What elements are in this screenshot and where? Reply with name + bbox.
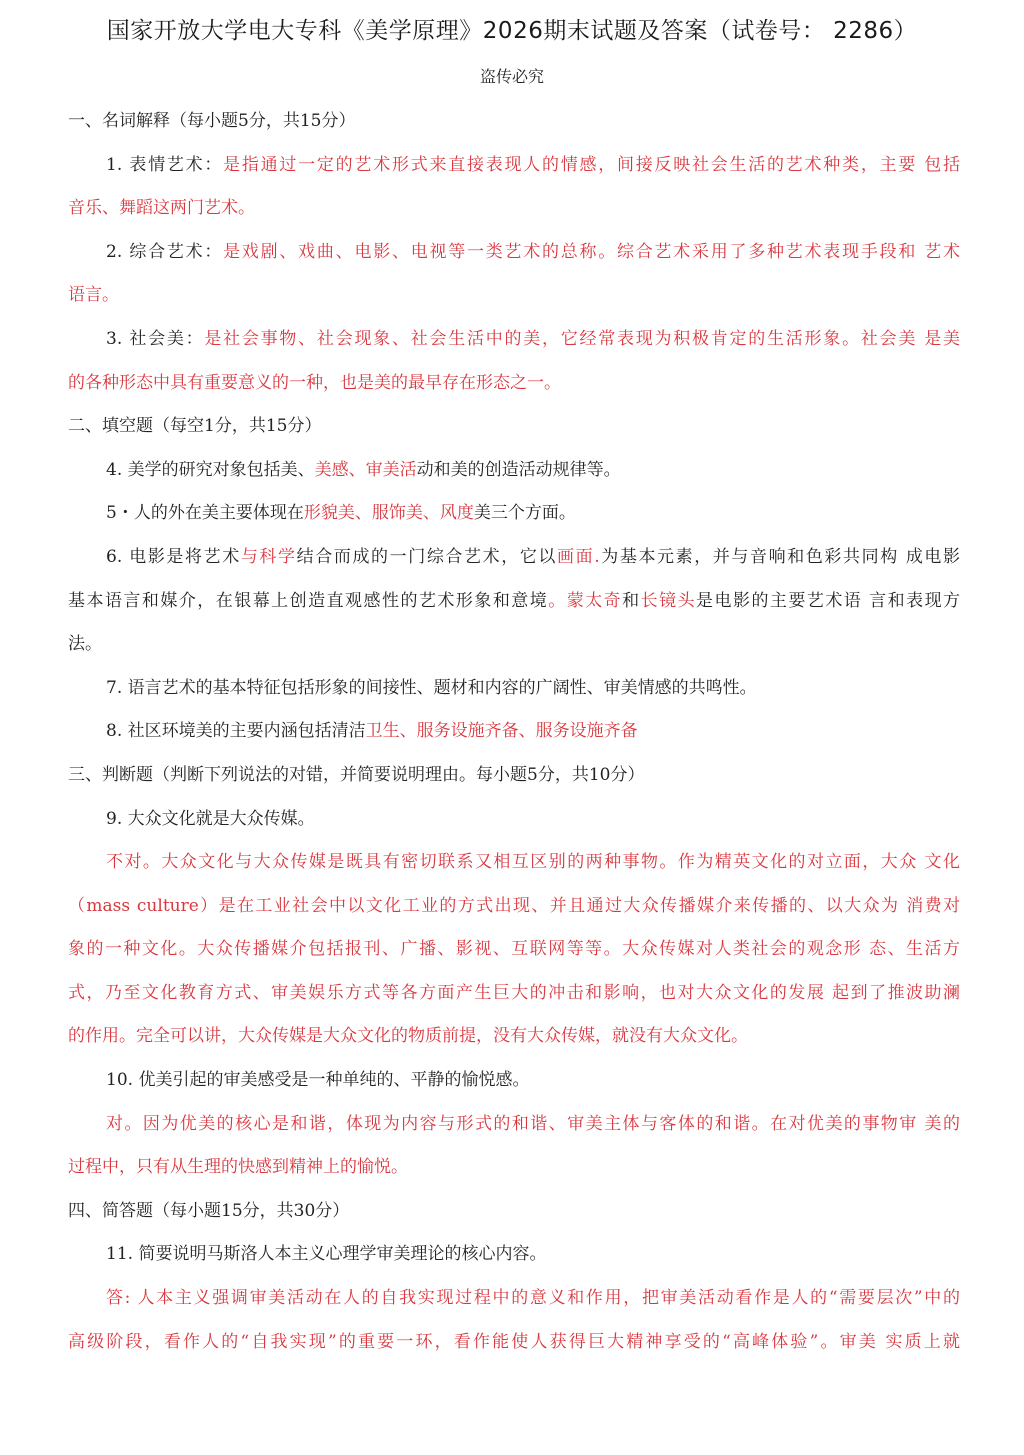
- question-9-answer-line-5: 的作用。完全可以讲，大众传媒是大众文化的物质前提，没有大众传媒，就没有大众文化。: [68, 1026, 748, 1047]
- question-5-text-end: 美三个方面。: [473, 503, 576, 524]
- question-2-answer: 是戏剧、戏曲、电影、电视等一类艺术的总称。综合艺术采用了多种艺术表现手段和 艺术: [223, 241, 960, 262]
- question-2-line-1: [68, 231, 960, 275]
- question-6-line-2-end: 是电影的主要艺术语 言和表现方: [696, 590, 960, 611]
- question-1-answer: 是指通过一定的艺术形式来直接表现人的情感，间接反映社会生活的艺术种类，主要 包括: [223, 154, 960, 175]
- question-11: 11. 简要说明马斯洛人本主义心理学审美理论的核心内容。: [106, 1244, 547, 1265]
- question-2-label: 2. 综合艺术：: [106, 241, 224, 262]
- question-9-answer-line-1: 不对。大众文化与大众传媒是既具有密切联系又相互区别的两种事物。作为精英文化的对立面，大众 文化: [106, 852, 960, 873]
- question-10-answer-line-1: 对。因为优美的核心是和谐，体现为内容与形式的和谐、审美主体与客体的和谐。在对优美的事物审 美的: [106, 1113, 960, 1134]
- section-heading-3: 三、判断题（判断下列说法的对错，并简要说明理由。每小题5分，共10分）: [68, 764, 645, 785]
- question-5-answer: 形貌美、服饰美、风度: [303, 503, 474, 524]
- question-6-line-2-text: 基本语言和媒介，在银幕上创造直观感性的艺术形象和意境: [68, 590, 549, 611]
- question-9-answer-line-2: （mass culture）是在工业社会中以文化工业的方式出现、并且通过大众传播媒介来传播的、以大众为 消费对: [68, 895, 960, 916]
- document-subtitle: 盗传必究: [479, 67, 544, 86]
- question-4-text: 4. 美学的研究对象包括美、: [106, 459, 315, 480]
- question-6-text: 6. 电影是将艺术: [106, 546, 241, 567]
- question-6-line-2: [68, 580, 960, 624]
- document-body: [68, 100, 960, 1364]
- question-6-text-end: 为基本元素，并与音响和色彩共同构 成电影: [599, 546, 960, 567]
- question-9-answer-line-4: 式，乃至文化教育方式、审美娱乐方式等各方面产生巨大的冲击和影响，也对大众文化的发展 起到了推波助澜: [68, 982, 960, 1003]
- question-10-answer-line-2: 过程中，只有从生理的快感到精神上的愉悦。: [68, 1157, 408, 1178]
- section-heading-1: 一、名词解释（每小题5分，共15分）: [68, 111, 356, 131]
- question-6-text-mid: 结合而成的一门综合艺术，它以: [296, 546, 558, 567]
- question-8: [68, 710, 960, 754]
- question-11-answer-line-1: 答: 人本主义强调审美活动在人的自我实现过程中的意义和作用，把审美活动看作是人的“需要层次”中的: [106, 1288, 960, 1309]
- question-1-line-1: [68, 144, 960, 188]
- question-3-line-2: 的各种形态中具有重要意义的一种，也是美的最早存在形态之一。: [68, 372, 561, 393]
- question-7: 7. 语言艺术的基本特征包括形象的间接性、题材和内容的广阔性、审美情感的共鸣性。: [106, 677, 757, 698]
- document-title: 国家开放大学电大专科《美学原理》2026期末试题及答案（试卷号： 2286）: [106, 18, 918, 44]
- question-9-answer-line-3: 象的一种文化。大众传播媒介包括报刊、广播、影视、互联网等等。大众传媒对人类社会的观念形 态、生活方: [68, 939, 960, 960]
- question-6-line-3: 法。: [68, 634, 102, 655]
- question-6-answer-3: 。蒙太奇: [548, 590, 623, 611]
- question-2-line-2: 语言。: [68, 285, 119, 306]
- question-4: [68, 449, 960, 493]
- question-6-answer-4: 长镜头: [640, 590, 697, 611]
- question-6-line-2-mid: 和: [622, 590, 641, 611]
- question-6-answer-1: 与科学: [240, 546, 297, 567]
- question-3-answer: 是社会事物、社会现象、社会生活中的美，它经常表现为积极肯定的生活形象。社会美 是美: [204, 328, 960, 349]
- question-6-answer-2: 画面.: [557, 546, 600, 567]
- question-5: [68, 492, 960, 536]
- question-3-label: 3. 社会美：: [106, 328, 205, 349]
- question-8-text: 8. 社区环境美的主要内涵包括清洁: [106, 721, 366, 742]
- section-heading-4: 四、简答题（每小题15分，共30分）: [68, 1200, 350, 1221]
- section-heading-2: 二、填空题（每空1分，共15分）: [68, 416, 322, 437]
- question-8-answer: 卫生、服务设施齐备、服务设施齐备: [365, 721, 638, 742]
- question-5-text: 5・人的外在美主要体现在: [106, 503, 304, 524]
- question-6-line-1: [68, 536, 960, 580]
- question-1-label: 1. 表情艺术：: [106, 154, 224, 175]
- question-3-line-1: [68, 318, 960, 362]
- question-10: 10. 优美引起的审美感受是一种单纯的、平静的愉悦感。: [106, 1070, 530, 1091]
- question-1-line-2: 音乐、舞蹈这两门艺术。: [68, 198, 255, 219]
- question-11-answer-line-2: 高级阶段，看作人的“自我实现”的重要一环，看作能使人获得巨大精神享受的“高峰体验”。审美 实质上就: [68, 1331, 960, 1352]
- question-4-text-end: 动和美的创造活动规律等。: [416, 459, 621, 480]
- question-4-answer: 美感、审美活: [314, 459, 417, 480]
- question-9: 9. 大众文化就是大众传媒。: [106, 808, 315, 829]
